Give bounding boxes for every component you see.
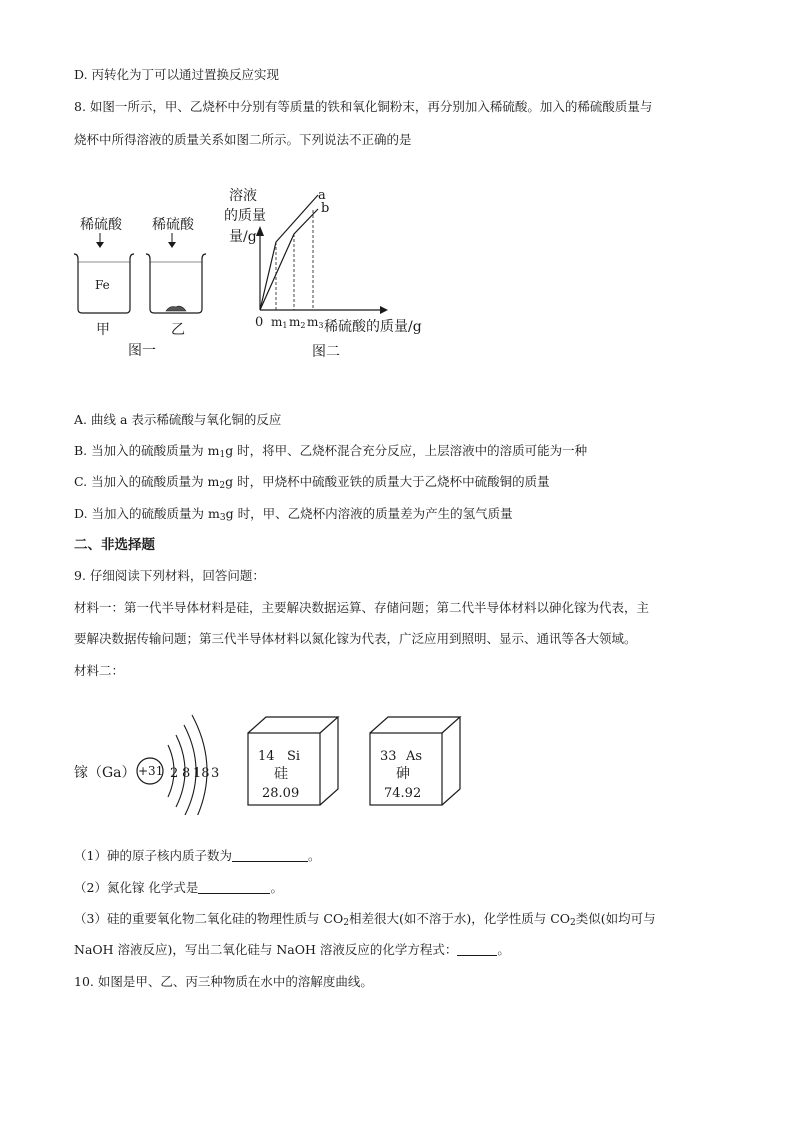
q9-sub2: （2）氮化镓 化学式是 。	[74, 880, 283, 895]
si-element-card	[244, 713, 344, 813]
q8-option-d: D. 当加入的硫酸质量为 $m_3g$ 时，甲、乙烧杯内溶液的质量差为产生的氢气质量	[74, 506, 513, 523]
q8-option-a: A. 曲线 a 表示稀硫酸与氧化铜的反应	[74, 412, 282, 427]
figure2-ylabel-1: 溶液	[229, 188, 257, 204]
answer-blank-3[interactable]	[457, 942, 497, 956]
si-atomic-number: 14	[258, 749, 275, 764]
shell-1-electrons: 2	[170, 766, 179, 781]
as-atomic-number: 33	[380, 749, 397, 764]
q7-option-d: D. 丙转化为丁可以通过置换反应实现	[74, 67, 280, 82]
acid-label-jia: 稀硫酸	[80, 217, 122, 233]
curve-a	[260, 195, 318, 310]
beaker-jia-content: Fe	[95, 278, 110, 292]
q9-material2: 材料二：	[74, 663, 125, 678]
figure2-caption: 图二	[312, 344, 340, 360]
q8-option-b: B. 当加入的硫酸质量为 $m_1g$ 时，将甲、乙烧杯混合充分反应，上层溶液中的溶质可能为一种	[74, 443, 588, 460]
curve-b-label: b	[321, 201, 330, 216]
q9-sub1: （1）砷的原子核内质子数为 。	[74, 848, 321, 863]
si-mass: 28.09	[262, 786, 300, 801]
q8-stem-line2: 烧杯中所得溶液的质量关系如图二所示。下列说法不正确的是	[74, 132, 412, 147]
as-element-card	[366, 713, 466, 813]
q9-material1-line2: 要解决数据传输问题；第三代半导体材料以氮化镓为代表，广泛应用到照明、显示、通讯等各大领域。	[74, 631, 637, 646]
answer-blank-2[interactable]	[198, 880, 270, 894]
beaker-yi	[146, 254, 206, 313]
acid-label-yi: 稀硫酸	[152, 217, 194, 233]
q9-sub3-line2: NaOH 溶液反应)，写出二氧化硅与 NaOH 溶液反应的化学方程式： 。	[74, 942, 510, 957]
origin-label: 0	[255, 315, 264, 330]
gallium-atom-diagram	[72, 705, 232, 815]
answer-blank-1[interactable]	[232, 848, 308, 862]
as-name: 砷	[396, 766, 410, 782]
tick-m1: m1	[271, 315, 288, 330]
q8-option-c: C. 当加入的硫酸质量为 $m_2g$ 时，甲烧杯中硫酸亚铁的质量大于乙烧杯中硫酸铜的质量	[74, 474, 550, 491]
figure2-ylabel-3: 量/g	[229, 229, 257, 245]
figure2-ylabel-2: 的质量	[224, 208, 266, 224]
as-symbol: As	[406, 749, 423, 764]
si-symbol: Si	[287, 749, 301, 764]
as-mass: 74.92	[384, 786, 422, 801]
beaker-yi-name: 乙	[171, 322, 185, 338]
shell-3-electrons: 18	[193, 766, 210, 781]
q9-sub3-line1: （3）硅的重要氧化物二氧化硅的物理性质与 $CO_2$相差很大(如不溶于水)，化学性质与 $CO_2$类似(如均可与	[74, 911, 656, 928]
tick-m2: m2	[289, 315, 306, 330]
section-title: 二、非选择题	[74, 537, 155, 553]
q9-stem: 9. 仔细阅读下列材料，回答问题：	[74, 568, 265, 583]
q8-stem-line1: 8. 如图一所示，甲、乙烧杯中分别有等质量的铁和氧化铜粉末，再分别加入稀硫酸。加入的稀硫酸质量与	[74, 99, 653, 114]
figure1-caption: 图一	[128, 343, 156, 359]
q9-material1-line1: 材料一：第一代半导体材料是硅，主要解决数据运算、存储问题；第二代半导体材料以砷化镓为代表，主	[74, 600, 650, 615]
shell-2-electrons: 8	[182, 766, 191, 781]
gallium-label: 镓（Ga）	[74, 765, 136, 781]
beaker-jia-name: 甲	[96, 322, 110, 338]
q8-figure2-graph	[222, 180, 437, 362]
figure2-xlabel: 稀硫酸的质量/g	[324, 319, 422, 335]
gallium-nucleus-charge: +31	[138, 764, 164, 778]
curve-b	[260, 209, 318, 310]
q8-figure1-beakers	[68, 212, 218, 362]
tick-m3: m3	[307, 315, 324, 330]
shell-4-electrons: 3	[211, 766, 220, 781]
curve-a-label: a	[318, 188, 326, 203]
si-name: 硅	[274, 766, 288, 782]
q10-stem: 10. 如图是甲、乙、丙三种物质在水中的溶解度曲线。	[74, 974, 373, 989]
